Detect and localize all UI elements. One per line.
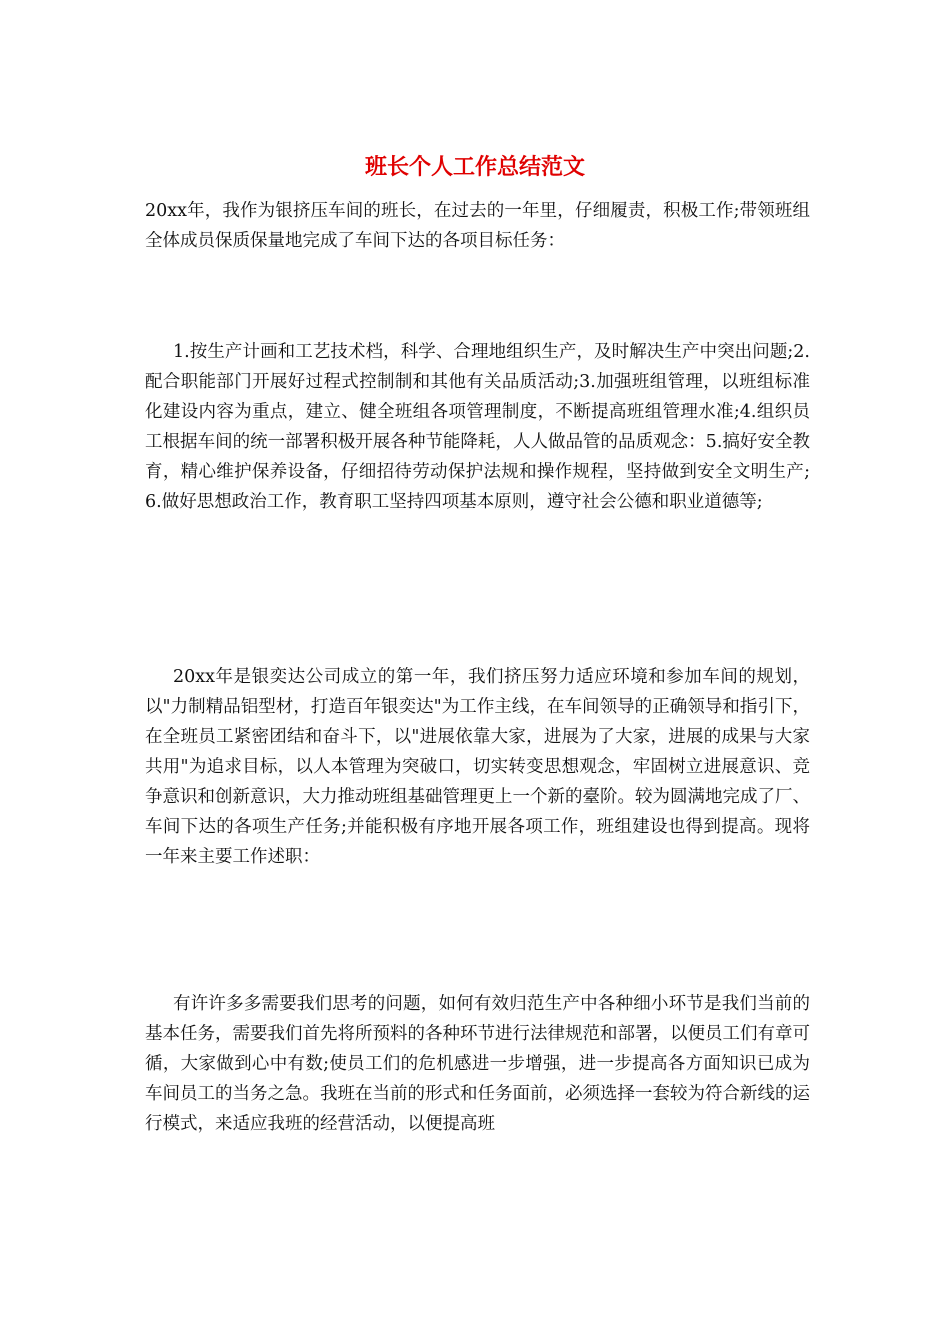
document-title: 班长个人工作总结范文 [364,154,585,180]
paragraph-company-year: 20xx年是银奕达公司成立的第一年，我们挤压努力适应环境和参加车间的规划，以"力制精品铝型材，打造百年银奕达"为工作主线，在车间领导的正确领导和指引下，在全班员工紧密团结和奋斗下，以"进展依靠大家，进展为了大家，进展的成果与大家共用"为追求目标，以人本管理为突破口，切实转变思想观念，牢固树立进展意识、竞争意识和创新意识，大力推动班组基础管理更上一个新的臺阶。较为圆满地完成了厂、车间下达的各项生产任务;并能积极有序地开展各项工作，班组建设也得到提高。现将一年来主要工作述职： [145,667,810,867]
paragraph-intro: 20xx年，我作为银挤压车间的班长，在过去的一年里，仔细履责，积极工作;带领班组全体成员保质保量地完成了车间下达的各项目标任务： [145,201,810,251]
paragraph-questions: 有许许多多需要我们思考的问题，如何有效归范生产中各种细小环节是我们当前的基本任务，需要我们首先将所预料的各种环节进行法律规范和部署，以便员工们有章可循，大家做到心中有数;使员工们的危机感进一步增强，进一步提高各方面知识已成为车间员工的当务之急。我班在当前的形式和任务面前，必须选择一套较为符合新线的运行模式，来适应我班的经营活动，以便提高班 [145,994,810,1134]
paragraph-duties: 1.按生产计画和工艺技术档，科学、合理地组织生产，及时解决生产中突出问题;2.配合职能部门开展好过程式控制制和其他有关品质活动;3.加强班组管理，以班组标准化建设内容为重点，建立、健全班组各项管理制度，不断提高班组管理水准;4.组织员工根据车间的统一部署积极开展各种节能降耗，人人做品管的品质观念：5.搞好安全教育，精心维护保养设备，仔细招待劳动保护法规和操作规程，坚持做到安全文明生产;6.做好思想政治工作，教育职工坚持四项基本原则，遵守社会公德和职业道德等; [145,342,810,512]
